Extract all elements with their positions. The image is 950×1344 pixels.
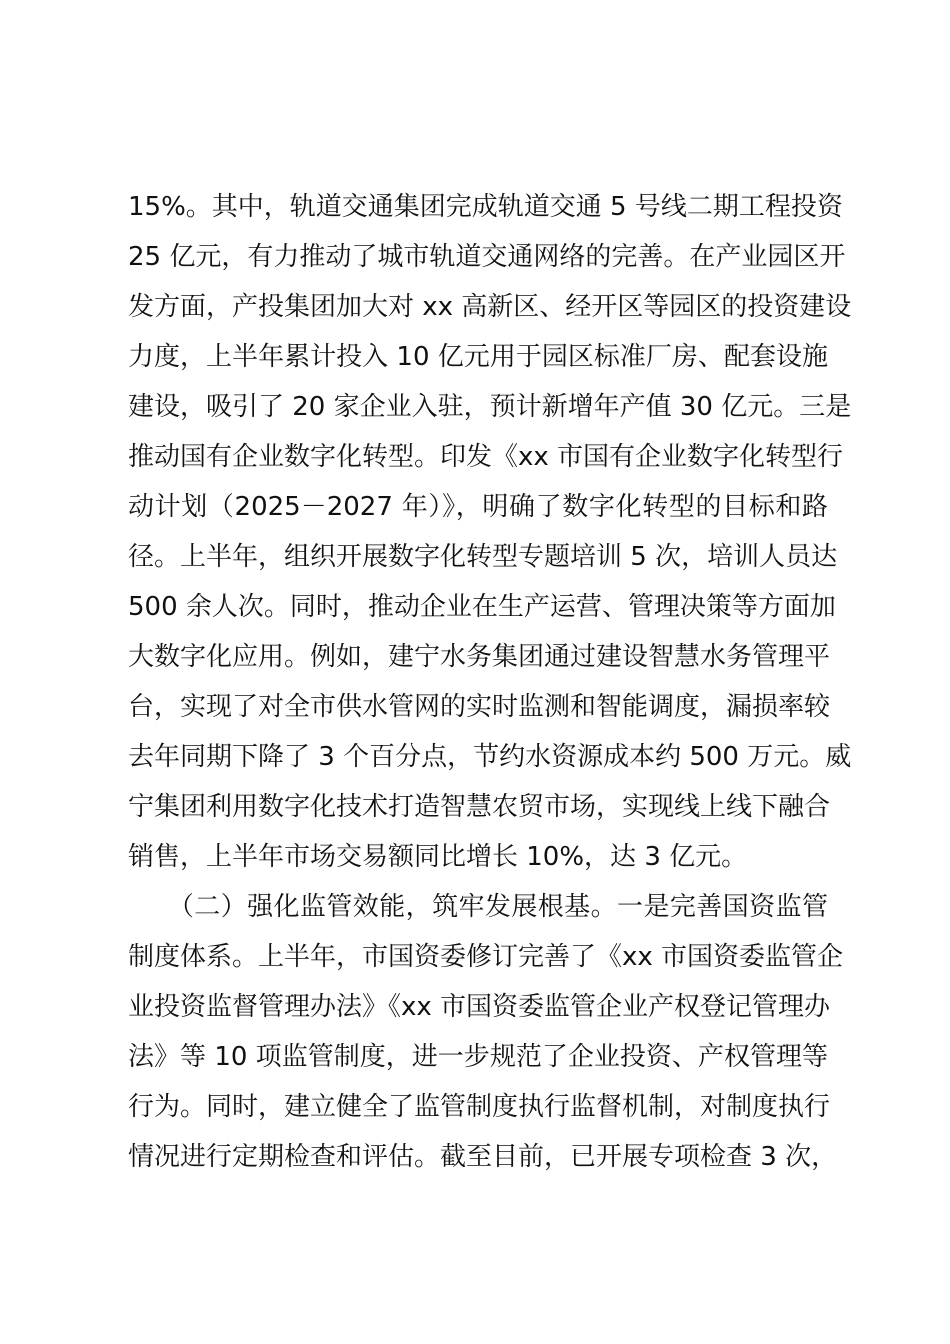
text-line: 推动国有企业数字化转型。印发《xx 市国有企业数字化转型行: [128, 442, 844, 472]
paragraph-1: [128, 182, 852, 882]
text-line: 行为。同时，建立健全了监管制度执行监督机制，对制度执行: [128, 1092, 831, 1122]
text-line: 径。上半年，组织开展数字化转型专题培训 5 次，培训人员达: [128, 542, 838, 572]
text-line: 15%。其中，轨道交通集团完成轨道交通 5 号线二期工程投资: [128, 192, 843, 222]
text-line: 动计划（2025－2027 年）》，明确了数字化转型的目标和路: [128, 492, 828, 522]
text-line: 发方面，产投集团加大对 xx 高新区、经开区等园区的投资建设: [128, 292, 852, 322]
paragraph-2: [128, 882, 844, 1182]
text-line: 台，实现了对全市供水管网的实时监测和智能调度，漏损率较: [128, 692, 831, 722]
text-line: 业投资监督管理办法》《xx 市国资委监管企业产权登记管理办: [128, 992, 831, 1022]
text-line: 法》等 10 项监管制度，进一步规范了企业投资、产权管理等: [128, 1042, 828, 1072]
text-line: 500 余人次。同时，推动企业在生产运营、管理决策等方面加: [128, 592, 836, 622]
document-body: [128, 182, 852, 1182]
text-line: 去年同期下降了 3 个百分点，节约水资源成本约 500 万元。威: [128, 742, 852, 772]
text-line: 力度，上半年累计投入 10 亿元用于园区标准厂房、配套设施: [128, 342, 828, 372]
text-line: 建设，吸引了 20 家企业入驻，预计新增年产值 30 亿元。三是: [128, 392, 852, 422]
text-line: 情况进行定期检查和评估。截至目前，已开展专项检查 3 次，: [128, 1142, 838, 1172]
text-line: 宁集团利用数字化技术打造智慧农贸市场，实现线上线下融合: [128, 792, 831, 822]
text-line: （二）强化监管效能，筑牢发展根基。一是完善国资监管: [128, 892, 828, 922]
text-line: 大数字化应用。例如，建宁水务集团通过建设智慧水务管理平: [128, 642, 831, 672]
text-line: 制度体系。上半年，市国资委修订完善了《xx 市国资委监管企: [128, 942, 844, 972]
text-line: 25 亿元，有力推动了城市轨道交通网络的完善。在产业园区开: [128, 242, 846, 272]
text-line: 销售，上半年市场交易额同比增长 10%，达 3 亿元。: [128, 842, 748, 872]
